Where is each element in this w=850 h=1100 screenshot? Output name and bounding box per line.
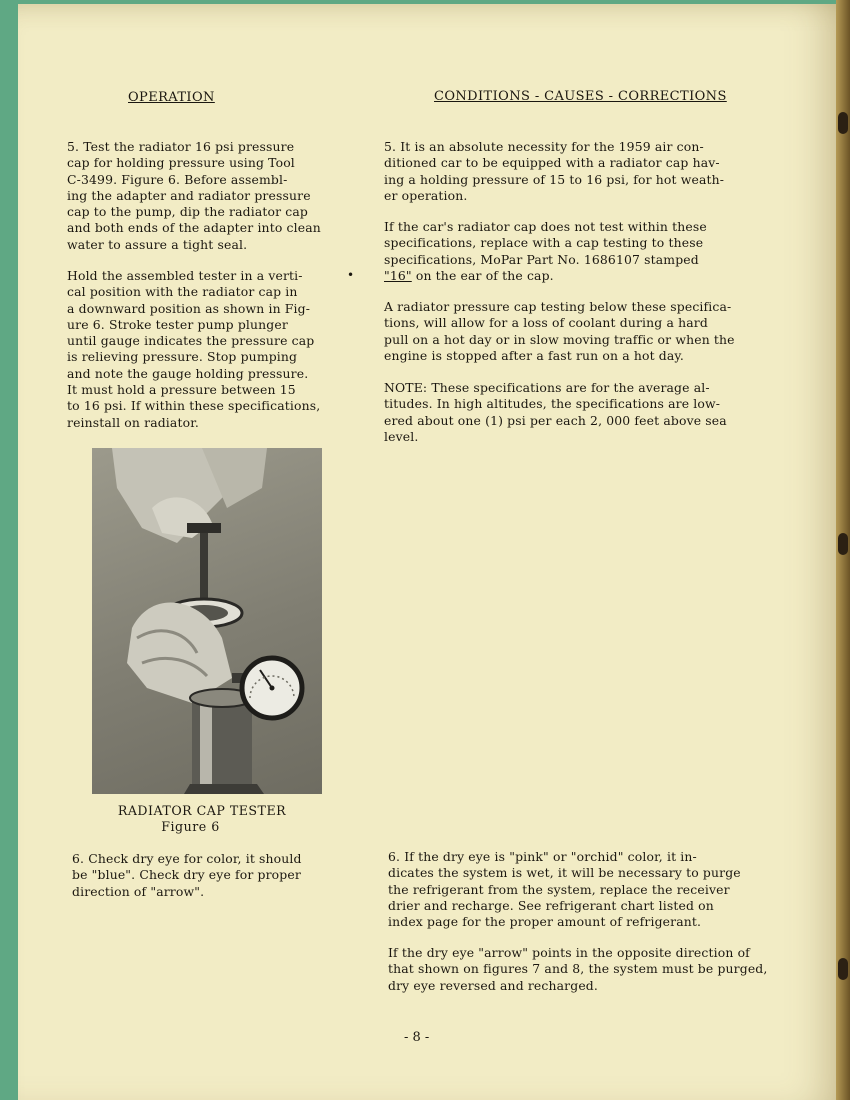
- figure-label: Figure 6: [161, 819, 220, 834]
- radiator-cap-tester-photo: [92, 448, 322, 794]
- figure-caption: RADIATOR CAP TESTER: [117, 803, 287, 818]
- left-step-6: 6. Check dry eye for color, it should be "blue". Check dry eye for proper direction of "arrow".: [72, 851, 302, 899]
- header-operation: OPERATION: [128, 90, 215, 105]
- part-number-text: If the car's radiator cap does not test within these specifications, replace with a cap testing to these specifications, MoPar Part No. 1686107 stamped: [384, 219, 707, 267]
- punch-hole: [838, 533, 848, 555]
- stamp-marking: "16": [384, 267, 412, 283]
- binder-edge: [836, 0, 850, 1100]
- stamp-tail: on the ear of the cap.: [411, 267, 554, 283]
- header-conditions: CONDITIONS - CAUSES - CORRECTIONS: [434, 89, 727, 104]
- right-step-5-part-number: [384, 219, 707, 284]
- page-number: - 8 -: [404, 1030, 430, 1045]
- right-step-5-warning: A radiator pressure cap testing below these specifica- tions, will allow for a loss of coolant during a hard pull on a hot day or in slow moving traffic or when the engine is stopped after a fast run on a hot day.: [384, 299, 735, 363]
- left-step-5-procedure: Hold the assembled tester in a verti- cal position with the radiator cap in a downward position as shown in Fig- ure 6. Stroke tester pump plunger until gauge indicates the pressure cap is relieving pressure. Stop pumping and note the gauge holding pressure. It must hold a pressure between 15 to 16 psi. If within these specifications, reinstall on radiator.: [67, 268, 321, 430]
- right-note: NOTE: These specifications are for the average al- titudes. In high altitudes, the specifications are low- ered about one (1) psi per each 2, 000 feet above sea level.: [384, 380, 727, 444]
- stray-mark: •: [347, 268, 355, 282]
- right-step-5: 5. It is an absolute necessity for the 1959 air con- ditioned car to be equipped with a radiator cap hav- ing a holding pressure of 15 to 16 psi, for hot weath- er operation.: [384, 139, 725, 203]
- left-step-5: 5. Test the radiator 16 psi pressure cap for holding pressure using Tool C-3499. Figure 6. Before assembl- ing the adapter and radiator pressure cap to the pump, dip the radiator cap and both ends of the adapter into clean water to assure a tight seal.: [67, 139, 321, 252]
- punch-hole: [838, 112, 848, 134]
- tester-illustration: [92, 448, 322, 794]
- punch-hole: [838, 958, 848, 980]
- right-step-6: 6. If the dry eye is "pink" or "orchid" color, it in- dicates the system is wet, it will be necessary to purge the refrigerant from the system, replace the receiver drier and recharge. See refrigerant chart listed on index page for the proper amount of refrigerant.: [388, 849, 741, 930]
- right-step-6-arrow: If the dry eye "arrow" points in the opposite direction of that shown on figures 7 and 8, the system must be purged, dry eye reversed and recharged.: [388, 945, 768, 993]
